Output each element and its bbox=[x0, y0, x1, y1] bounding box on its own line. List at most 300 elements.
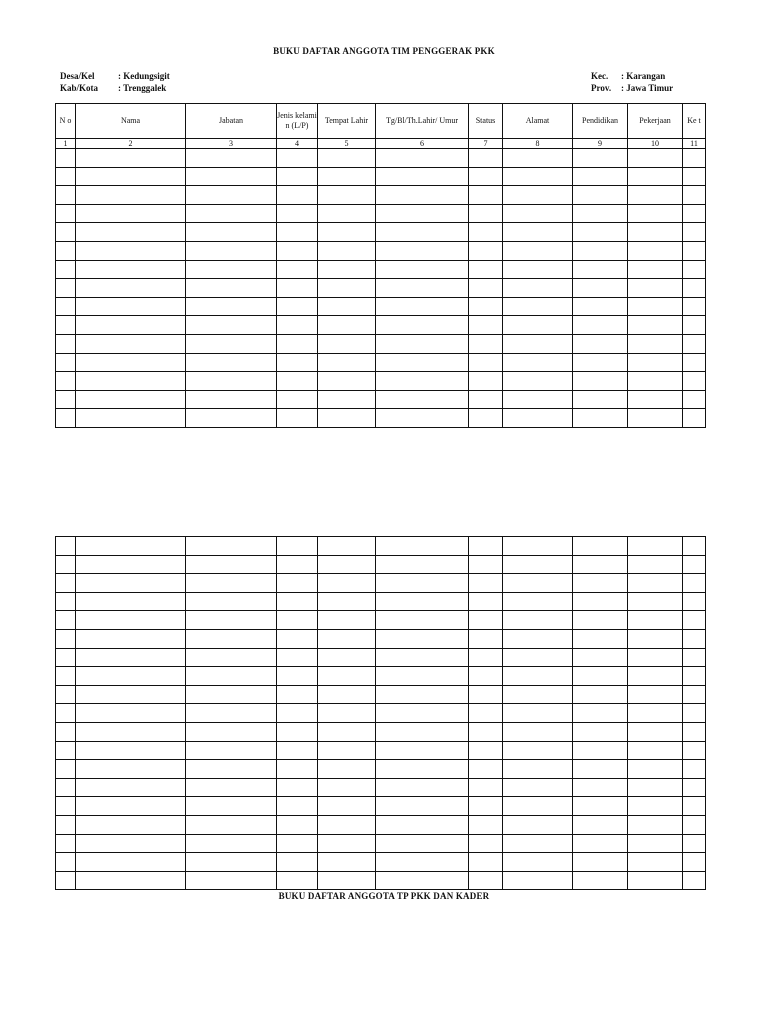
table-cell bbox=[469, 667, 503, 686]
table-cell bbox=[318, 760, 376, 779]
table-cell bbox=[503, 797, 573, 816]
table-cell bbox=[683, 223, 706, 242]
table-cell bbox=[628, 537, 683, 556]
table-cell bbox=[503, 167, 573, 186]
table-cell bbox=[56, 667, 76, 686]
table-cell bbox=[503, 149, 573, 168]
table-cell bbox=[683, 741, 706, 760]
table-cell bbox=[573, 722, 628, 741]
table-cell bbox=[628, 853, 683, 872]
table-cell bbox=[469, 722, 503, 741]
column-header-pendidikan: Pendidikan bbox=[573, 104, 628, 139]
column-number: 5 bbox=[318, 139, 376, 149]
table-cell bbox=[683, 797, 706, 816]
table-cell bbox=[573, 815, 628, 834]
table-cell bbox=[277, 741, 318, 760]
table-cell bbox=[76, 260, 186, 279]
table-cell bbox=[503, 853, 573, 872]
table-cell bbox=[277, 241, 318, 260]
kabupaten-label: Kab/Kota bbox=[60, 83, 99, 93]
table-cell bbox=[683, 834, 706, 853]
table-cell bbox=[76, 815, 186, 834]
table-cell bbox=[573, 390, 628, 409]
table-cell bbox=[628, 409, 683, 428]
table-cell bbox=[503, 611, 573, 630]
table-cell bbox=[469, 297, 503, 316]
table-row bbox=[56, 186, 706, 205]
table-cell bbox=[186, 297, 277, 316]
table-cell bbox=[186, 279, 277, 298]
table-cell bbox=[76, 297, 186, 316]
desa-value: : Kedungsigit bbox=[118, 71, 170, 81]
table-cell bbox=[573, 204, 628, 223]
table-cell bbox=[628, 167, 683, 186]
table-row bbox=[56, 334, 706, 353]
table-cell bbox=[469, 537, 503, 556]
table-cell bbox=[318, 372, 376, 391]
table-cell bbox=[573, 372, 628, 391]
table-cell bbox=[376, 372, 469, 391]
table-cell bbox=[683, 390, 706, 409]
table-cell bbox=[628, 316, 683, 335]
table-cell bbox=[628, 611, 683, 630]
table-cell bbox=[76, 704, 186, 723]
table-cell bbox=[503, 815, 573, 834]
table-cell bbox=[318, 186, 376, 205]
table-cell bbox=[186, 667, 277, 686]
table-cell bbox=[186, 685, 277, 704]
table-cell bbox=[628, 871, 683, 890]
table-cell bbox=[318, 149, 376, 168]
table-cell bbox=[503, 297, 573, 316]
table-row bbox=[56, 574, 706, 593]
table-cell bbox=[573, 537, 628, 556]
table-cell bbox=[376, 279, 469, 298]
table-cell bbox=[469, 853, 503, 872]
table-cell bbox=[318, 279, 376, 298]
table-cell bbox=[469, 279, 503, 298]
table-cell bbox=[503, 685, 573, 704]
table-cell bbox=[56, 871, 76, 890]
table-cell bbox=[186, 722, 277, 741]
table-cell bbox=[469, 685, 503, 704]
table-cell bbox=[76, 853, 186, 872]
table-cell bbox=[469, 704, 503, 723]
header-row bbox=[56, 104, 706, 139]
table-cell bbox=[186, 372, 277, 391]
table-cell bbox=[376, 334, 469, 353]
table-cell bbox=[318, 555, 376, 574]
table-cell bbox=[683, 667, 706, 686]
table-cell bbox=[76, 186, 186, 205]
table-cell bbox=[469, 223, 503, 242]
table-row bbox=[56, 390, 706, 409]
table-cell bbox=[503, 778, 573, 797]
table-cell bbox=[376, 409, 469, 428]
table-cell bbox=[318, 316, 376, 335]
table-cell bbox=[573, 797, 628, 816]
table-cell bbox=[376, 223, 469, 242]
table-cell bbox=[56, 648, 76, 667]
table-cell bbox=[277, 797, 318, 816]
table-cell bbox=[56, 815, 76, 834]
table-cell bbox=[683, 149, 706, 168]
table-cell bbox=[318, 167, 376, 186]
table-cell bbox=[318, 834, 376, 853]
table-cell bbox=[503, 834, 573, 853]
table-cell bbox=[683, 186, 706, 205]
table-cell bbox=[318, 704, 376, 723]
table-row bbox=[56, 555, 706, 574]
table-cell bbox=[573, 648, 628, 667]
provinsi-value: : Jawa Timur bbox=[621, 83, 674, 93]
table-cell bbox=[186, 409, 277, 428]
table-cell bbox=[628, 592, 683, 611]
table-cell bbox=[76, 279, 186, 298]
column-number: 7 bbox=[469, 139, 503, 149]
table-cell bbox=[376, 704, 469, 723]
table-cell bbox=[376, 722, 469, 741]
table-cell bbox=[628, 834, 683, 853]
table-cell bbox=[573, 741, 628, 760]
table-cell bbox=[469, 390, 503, 409]
table-cell bbox=[56, 629, 76, 648]
table-cell bbox=[76, 409, 186, 428]
table-cell bbox=[628, 186, 683, 205]
table-cell bbox=[318, 648, 376, 667]
table-cell bbox=[277, 611, 318, 630]
table-cell bbox=[277, 186, 318, 205]
table-cell bbox=[56, 722, 76, 741]
table-cell bbox=[56, 760, 76, 779]
table-row bbox=[56, 815, 706, 834]
table-cell bbox=[683, 778, 706, 797]
table-row bbox=[56, 223, 706, 242]
table-cell bbox=[628, 648, 683, 667]
table-cell bbox=[76, 149, 186, 168]
table-cell bbox=[376, 611, 469, 630]
table-cell bbox=[56, 353, 76, 372]
table-row bbox=[56, 722, 706, 741]
table-cell bbox=[628, 704, 683, 723]
table-cell bbox=[318, 685, 376, 704]
table-cell bbox=[628, 722, 683, 741]
table-cell bbox=[503, 316, 573, 335]
table-cell bbox=[376, 297, 469, 316]
table-cell bbox=[503, 555, 573, 574]
table-cell bbox=[186, 204, 277, 223]
table-cell bbox=[376, 186, 469, 205]
table-cell bbox=[469, 815, 503, 834]
table-cell bbox=[318, 537, 376, 556]
table-cell bbox=[376, 778, 469, 797]
table-cell bbox=[56, 574, 76, 593]
table-cell bbox=[376, 797, 469, 816]
table-cell bbox=[56, 537, 76, 556]
table-cell bbox=[503, 409, 573, 428]
table-cell bbox=[683, 629, 706, 648]
table-cell bbox=[277, 223, 318, 242]
table-cell bbox=[318, 815, 376, 834]
table-cell bbox=[503, 592, 573, 611]
table-cell bbox=[56, 223, 76, 242]
table-cell bbox=[469, 372, 503, 391]
table-row bbox=[56, 297, 706, 316]
table-row bbox=[56, 760, 706, 779]
table-cell bbox=[56, 316, 76, 335]
table-cell bbox=[277, 648, 318, 667]
member-table-top-body bbox=[56, 149, 706, 428]
table-cell bbox=[76, 778, 186, 797]
table-cell bbox=[469, 149, 503, 168]
table-cell bbox=[318, 667, 376, 686]
column-number-row bbox=[56, 139, 706, 149]
table-cell bbox=[683, 815, 706, 834]
column-number: 10 bbox=[628, 139, 683, 149]
table-cell bbox=[683, 574, 706, 593]
table-cell bbox=[503, 871, 573, 890]
table-cell bbox=[573, 704, 628, 723]
table-cell bbox=[56, 555, 76, 574]
table-row bbox=[56, 149, 706, 168]
table-cell bbox=[277, 629, 318, 648]
table-cell bbox=[76, 741, 186, 760]
column-header-jabatan: Jabatan bbox=[186, 104, 277, 139]
table-cell bbox=[628, 815, 683, 834]
table-cell bbox=[318, 334, 376, 353]
table-cell bbox=[628, 297, 683, 316]
table-cell bbox=[503, 260, 573, 279]
table-cell bbox=[277, 537, 318, 556]
column-header-alamat: Alamat bbox=[503, 104, 573, 139]
table-cell bbox=[277, 592, 318, 611]
column-number: 11 bbox=[683, 139, 706, 149]
table-cell bbox=[186, 260, 277, 279]
table-cell bbox=[76, 648, 186, 667]
table-cell bbox=[503, 648, 573, 667]
table-cell bbox=[56, 778, 76, 797]
table-row bbox=[56, 167, 706, 186]
table-cell bbox=[76, 871, 186, 890]
table-cell bbox=[56, 611, 76, 630]
table-cell bbox=[628, 334, 683, 353]
table-cell bbox=[186, 834, 277, 853]
table-cell bbox=[277, 685, 318, 704]
table-cell bbox=[277, 260, 318, 279]
table-cell bbox=[277, 555, 318, 574]
table-cell bbox=[683, 316, 706, 335]
column-header-tanggal-lahir: Tg/Bl/Th.Lahir/ Umur bbox=[376, 104, 469, 139]
table-cell bbox=[56, 297, 76, 316]
table-row bbox=[56, 834, 706, 853]
table-cell bbox=[503, 704, 573, 723]
table-row bbox=[56, 279, 706, 298]
provinsi-label: Prov. bbox=[591, 83, 612, 93]
table-cell bbox=[318, 574, 376, 593]
table-cell bbox=[573, 223, 628, 242]
table-cell bbox=[186, 797, 277, 816]
table-cell bbox=[277, 390, 318, 409]
table-cell bbox=[376, 648, 469, 667]
table-cell bbox=[376, 592, 469, 611]
table-cell bbox=[503, 334, 573, 353]
column-header-pekerjaan: Pekerjaan bbox=[628, 104, 683, 139]
table-cell bbox=[628, 390, 683, 409]
table-cell bbox=[76, 797, 186, 816]
table-cell bbox=[469, 353, 503, 372]
table-cell bbox=[76, 334, 186, 353]
table-row bbox=[56, 260, 706, 279]
table-cell bbox=[76, 241, 186, 260]
table-cell bbox=[76, 760, 186, 779]
table-cell bbox=[186, 592, 277, 611]
table-cell bbox=[376, 204, 469, 223]
table-cell bbox=[56, 204, 76, 223]
table-cell bbox=[76, 574, 186, 593]
table-row bbox=[56, 648, 706, 667]
table-row bbox=[56, 741, 706, 760]
table-cell bbox=[628, 279, 683, 298]
kabupaten-row bbox=[60, 82, 170, 94]
table-cell bbox=[76, 667, 186, 686]
table-cell bbox=[277, 722, 318, 741]
table-row bbox=[56, 778, 706, 797]
table-cell bbox=[573, 611, 628, 630]
table-cell bbox=[186, 241, 277, 260]
table-cell bbox=[573, 353, 628, 372]
column-header-keterangan: Ke t bbox=[683, 104, 706, 139]
table-cell bbox=[503, 353, 573, 372]
kecamatan-label: Kec. bbox=[591, 71, 609, 81]
table-cell bbox=[318, 260, 376, 279]
table-cell bbox=[469, 186, 503, 205]
table-cell bbox=[376, 167, 469, 186]
table-cell bbox=[503, 722, 573, 741]
table-cell bbox=[277, 204, 318, 223]
table-cell bbox=[469, 611, 503, 630]
table-cell bbox=[76, 316, 186, 335]
table-cell bbox=[277, 279, 318, 298]
table-cell bbox=[56, 409, 76, 428]
table-cell bbox=[376, 555, 469, 574]
table-cell bbox=[683, 334, 706, 353]
table-cell bbox=[683, 611, 706, 630]
table-cell bbox=[683, 722, 706, 741]
table-cell bbox=[683, 297, 706, 316]
table-cell bbox=[628, 797, 683, 816]
table-cell bbox=[503, 204, 573, 223]
table-cell bbox=[318, 353, 376, 372]
table-cell bbox=[376, 685, 469, 704]
table-cell bbox=[628, 223, 683, 242]
table-cell bbox=[318, 409, 376, 428]
table-cell bbox=[683, 241, 706, 260]
table-cell bbox=[277, 853, 318, 872]
table-cell bbox=[628, 667, 683, 686]
table-cell bbox=[573, 685, 628, 704]
table-cell bbox=[503, 186, 573, 205]
table-row bbox=[56, 537, 706, 556]
provinsi-row bbox=[591, 82, 673, 94]
table-cell bbox=[573, 167, 628, 186]
member-table-bottom-body bbox=[56, 537, 706, 890]
table-cell bbox=[318, 204, 376, 223]
table-cell bbox=[56, 334, 76, 353]
table-row bbox=[56, 204, 706, 223]
member-table-bottom bbox=[55, 536, 706, 890]
table-cell bbox=[469, 871, 503, 890]
column-number: 8 bbox=[503, 139, 573, 149]
column-number: 6 bbox=[376, 139, 469, 149]
table-cell bbox=[76, 722, 186, 741]
table-row bbox=[56, 241, 706, 260]
table-cell bbox=[503, 629, 573, 648]
table-cell bbox=[56, 241, 76, 260]
table-cell bbox=[503, 279, 573, 298]
table-cell bbox=[503, 372, 573, 391]
table-cell bbox=[503, 741, 573, 760]
document-title: BUKU DAFTAR ANGGOTA TIM PENGGERAK PKK bbox=[273, 46, 495, 56]
table-row bbox=[56, 592, 706, 611]
table-cell bbox=[186, 760, 277, 779]
table-cell bbox=[186, 316, 277, 335]
table-cell bbox=[318, 241, 376, 260]
table-cell bbox=[56, 260, 76, 279]
table-cell bbox=[186, 629, 277, 648]
kecamatan-row bbox=[591, 70, 673, 82]
table-cell bbox=[318, 390, 376, 409]
table-cell bbox=[186, 353, 277, 372]
table-cell bbox=[683, 353, 706, 372]
table-row bbox=[56, 316, 706, 335]
table-cell bbox=[76, 685, 186, 704]
table-cell bbox=[56, 834, 76, 853]
table-cell bbox=[76, 537, 186, 556]
table-cell bbox=[683, 853, 706, 872]
column-number: 4 bbox=[277, 139, 318, 149]
table-cell bbox=[573, 871, 628, 890]
column-header-jenis-kelamin: Jenis kelami n (L/P) bbox=[277, 104, 318, 139]
table-cell bbox=[628, 760, 683, 779]
table-cell bbox=[628, 353, 683, 372]
table-cell bbox=[76, 223, 186, 242]
table-cell bbox=[186, 555, 277, 574]
table-cell bbox=[469, 797, 503, 816]
table-cell bbox=[573, 592, 628, 611]
table-cell bbox=[318, 871, 376, 890]
table-cell bbox=[469, 316, 503, 335]
table-cell bbox=[573, 316, 628, 335]
kecamatan-value: : Karangan bbox=[621, 71, 666, 81]
table-cell bbox=[376, 667, 469, 686]
table-cell bbox=[186, 186, 277, 205]
table-cell bbox=[376, 574, 469, 593]
table-cell bbox=[503, 241, 573, 260]
table-cell bbox=[56, 279, 76, 298]
table-cell bbox=[56, 149, 76, 168]
table-cell bbox=[469, 241, 503, 260]
table-cell bbox=[376, 629, 469, 648]
table-cell bbox=[186, 611, 277, 630]
table-cell bbox=[683, 204, 706, 223]
table-cell bbox=[573, 149, 628, 168]
table-cell bbox=[573, 667, 628, 686]
table-cell bbox=[503, 667, 573, 686]
table-cell bbox=[76, 555, 186, 574]
table-cell bbox=[628, 685, 683, 704]
table-cell bbox=[277, 316, 318, 335]
table-cell bbox=[376, 149, 469, 168]
